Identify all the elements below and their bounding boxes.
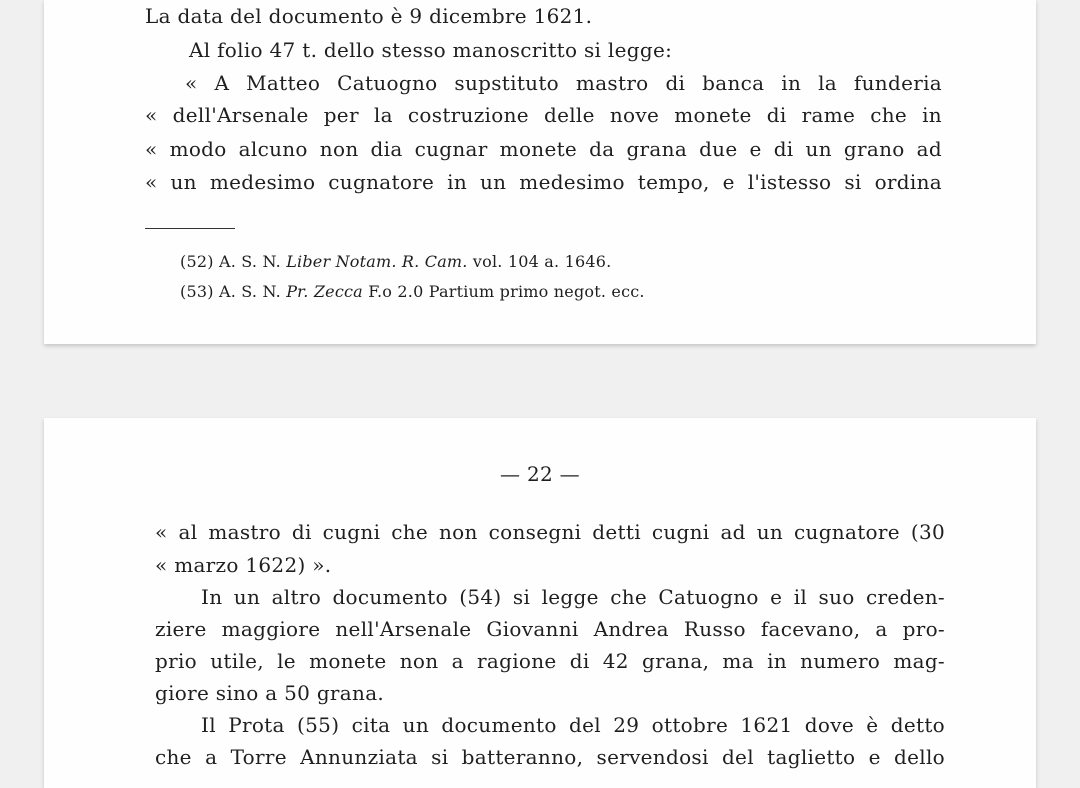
- page-number: — 22 —: [500, 462, 580, 486]
- text-line: « al mastro di cugni che non consegni detti cugni ad un cugnatore (30: [155, 520, 945, 544]
- footnote-title: Liber Notam. R. Cam.: [286, 252, 468, 271]
- text-line: La data del documento è 9 dicembre 1621.: [145, 4, 593, 28]
- text-line: ziere maggiore nell'Arsenale Giovanni Andrea Russo facevano, a pro-: [155, 617, 945, 641]
- footnote-text: A. S. N.: [218, 282, 281, 301]
- text-line: « dell'Arsenale per la costruzione delle nove monete di rame che in: [145, 103, 942, 127]
- text-line: « marzo 1622) ».: [155, 553, 332, 577]
- text-line: che a Torre Annunziata si batteranno, servendosi del taglietto e dello: [155, 745, 945, 769]
- document-page-bottom: [44, 418, 1036, 788]
- footnote-rule: [145, 228, 235, 229]
- footnote-text: A. S. N.: [218, 252, 281, 271]
- footnote-text: F.o 2.0 Partium primo negot. ecc.: [368, 282, 645, 301]
- footnote-title: Pr. Zecca: [286, 282, 363, 301]
- footnote-number: (53): [180, 282, 214, 301]
- text-line: Il Prota (55) cita un documento del 29 ottobre 1621 dove è detto: [201, 713, 945, 737]
- text-line: giore sino a 50 grana.: [155, 681, 385, 705]
- footnote: [180, 254, 611, 270]
- footnote-number: (52): [180, 252, 214, 271]
- text-line: prio utile, le monete non a ragione di 42 grana, ma in numero mag-: [155, 649, 945, 673]
- text-line: Al folio 47 t. dello stesso manoscritto si legge:: [189, 38, 673, 62]
- document-page-top: [44, 0, 1036, 344]
- text-line: « A Matteo Catuogno supstituto mastro di banca in la funderia: [185, 71, 942, 95]
- footnote-text: vol. 104 a. 1646.: [472, 252, 612, 271]
- footnote: [180, 284, 645, 300]
- text-line: « modo alcuno non dia cugnar monete da grana due e di un grano ad: [145, 137, 942, 161]
- text-line: « un medesimo cugnatore in un medesimo tempo, e l'istesso si ordina: [145, 170, 942, 194]
- text-line: In un altro documento (54) si legge che Catuogno e il suo creden-: [201, 585, 945, 609]
